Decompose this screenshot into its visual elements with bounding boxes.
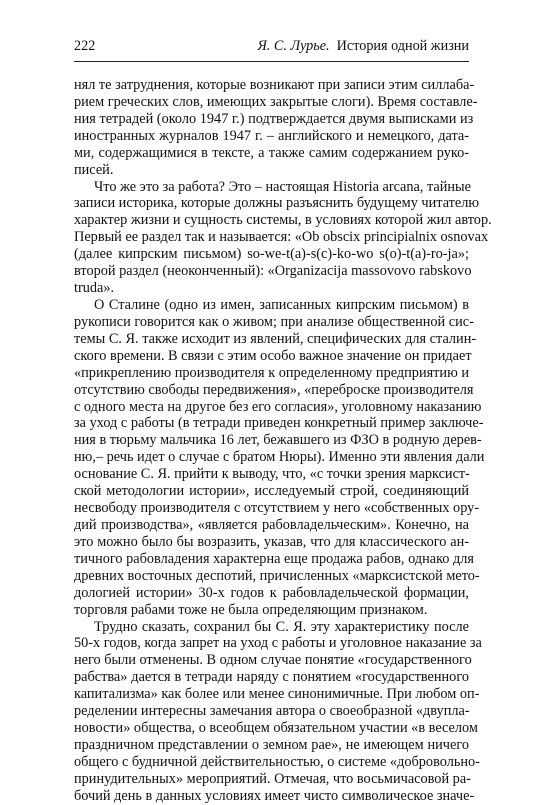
text-line: ми, содержащимися в тексте, а также самим содержанием руко- <box>74 144 469 161</box>
paragraph <box>74 178 492 297</box>
text-line: ния тетрадей (около 1947 г.) подтверждается двумя выписками из <box>74 110 474 127</box>
text-line: характер жизни и сущность системы, в условиях которой жил автор. <box>74 212 492 229</box>
text-line: второй раздел (неоконченный): «Organizacija massovovo rabskovo <box>74 263 472 280</box>
text-line: принудительных» мероприятий. Отмечая, что восьмичасовой ра- <box>74 770 471 787</box>
text-line: ределении интересны замечания автора о своеобразной «двупла- <box>74 703 470 720</box>
text-line: общего с будничной действительностью, о системе «добровольно- <box>74 753 480 770</box>
running-head-title: История одной жизни <box>336 38 469 54</box>
text-line: рукописи говорится как о живом; при анализе общественной сис- <box>74 313 474 330</box>
running-head-gap <box>330 38 337 54</box>
text-line: с одного места на другое без его согласия», уголовному наказанию <box>74 398 482 415</box>
running-header <box>74 38 469 60</box>
text-line: новости» общества, о всеобщем обязательном участии «в веселом <box>74 720 478 737</box>
text-line: Первый ее раздел так и называется: «Ob obscix principialnix osnovax <box>74 229 489 246</box>
text-line: 50-х годов, когда запрет на уход с работы и уголовное наказание за <box>74 635 482 652</box>
text-line: записи историка, которые должны разъяснить будущему читателю <box>74 195 480 212</box>
text-line: капитализма» как более или менее синонимичные. При любом оп- <box>74 686 480 703</box>
text-line: рабства» дается в тетради наряду с понятием «государственного <box>74 669 469 686</box>
page-body <box>74 77 492 805</box>
text-line: несвободу производителя с отсутствием у него «собственных ору- <box>74 500 480 517</box>
text-line: truda». <box>74 280 115 297</box>
text-line: Трудно сказать, сохранил бы С. Я. эту характеристику после <box>94 618 469 635</box>
paragraph <box>74 296 485 619</box>
text-line: него были отменены. В одном случае понятие «государственного <box>74 652 472 669</box>
text-line: это можно было бы возразить, указав, что для классического ан- <box>74 533 469 550</box>
text-line: нял те затруднения, которые возникают при записи этим силлаба- <box>74 77 475 93</box>
paragraph <box>74 618 482 805</box>
text-line: иностранных журналов 1947 г. – английского и немецкого, дата- <box>74 127 469 144</box>
text-line: ния в тюрьму мальчика 16 лет, бежавшего из ФЗО в родную дерев- <box>74 432 482 449</box>
text-line: Что же это за работа? Это – настоящая Historia arcana, тайные <box>94 178 471 195</box>
header-rule <box>74 61 469 62</box>
text-line: древних восточных деспотий, причисленных «марксистской мето- <box>74 567 480 584</box>
text-line: О Сталине (одно из имен, записанных кипрским письмом) в <box>94 296 469 313</box>
text-line: темы С. Я. также исходит из явлений, специфических для сталин- <box>74 330 477 347</box>
text-line: дий производства», «является рабовладельческим». Конечно, на <box>74 516 469 533</box>
text-line: отсутствию свободы передвижения», «переброске производителя <box>74 381 474 398</box>
text-line: рием греческих слов, имеющих закрытые слоги). Время составле- <box>74 93 478 110</box>
text-line: тичного рабовладения характерна еще продажа рабов, однако для <box>74 550 474 567</box>
page-number: 222 <box>74 38 96 54</box>
text-line: писей. <box>74 161 114 178</box>
text-line: основание С. Я. прийти к выводу, что, «с точки зрения марксист- <box>74 466 470 483</box>
text-line: праздничном представлении о земном рае», не имеющем ничего <box>74 736 469 753</box>
paragraph <box>74 77 478 179</box>
running-head-author: Я. С. Лурье. <box>257 38 330 54</box>
text-line: ню,– речь идет о случае с братом Нюры). Именно эти явления дали <box>74 449 485 466</box>
text-line: дологией истории» 30-х годов к рабовладельческой формации, <box>74 584 469 601</box>
text-line: за уход с работы (в тетради приведен конкретный пример заключе- <box>74 415 484 432</box>
running-head <box>257 38 469 55</box>
text-line: ской методологии истории», исследуемый строй, соединяющий <box>74 483 469 500</box>
text-line: бочий день в данных условиях имеет чисто символическое значе- <box>74 787 475 804</box>
text-line: торговля рабами тоже не была определяющим признаком. <box>74 601 428 618</box>
text-line: «прикреплению производителя к определенному предприятию и <box>74 364 469 381</box>
text-line: ского времени. В связи с этим особо важное значение он придает <box>74 347 472 364</box>
text-line: (далее кипрским письмом) so-we-t(a)-s(c)-ko-wo s(o)-t(a)-ro-ja»; <box>74 246 469 263</box>
